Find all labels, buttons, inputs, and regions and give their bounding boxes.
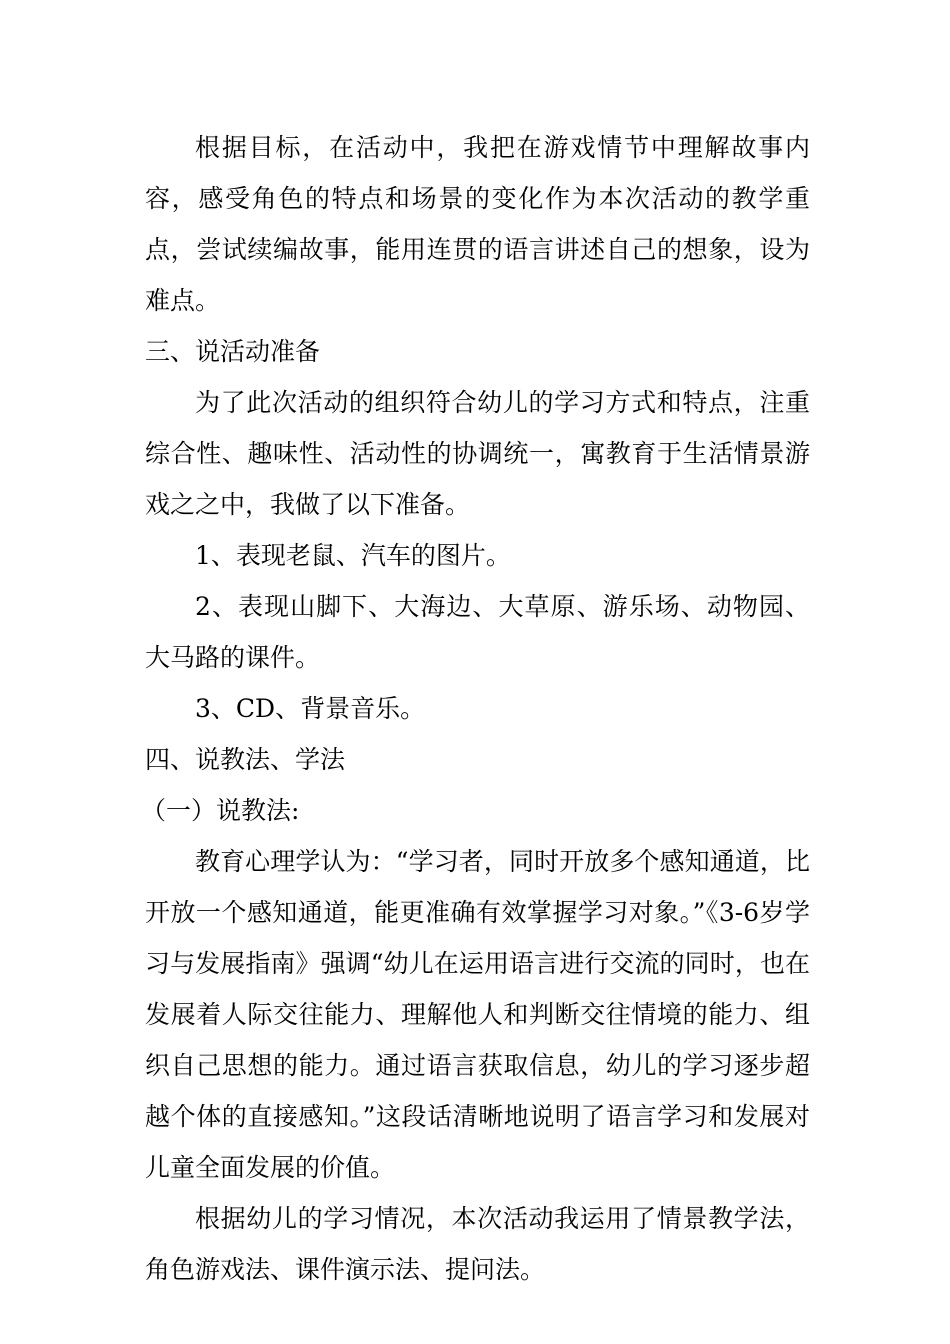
paragraph-methods-used: 根据幼儿的学习情况，本次活动我运用了情景教学法，角色游戏法、课件演示法、提问法。 (145, 1204, 810, 1284)
section-heading-activity-preparation: 三、说活动准备 (145, 337, 321, 366)
paragraph-teaching-focus: 根据目标，在活动中，我把在游戏情节中理解故事内容，感受角色的特点和场景的变化作为本次活动的教学重点，尝试续编故事，能用连贯的语言讲述自己的想象，设为难点。 (145, 133, 810, 315)
list-item-music: 3、CD、背景音乐。 (195, 694, 426, 723)
paragraph-preparation-intro: 为了此次活动的组织符合幼儿的学习方式和特点，注重综合性、趣味性、活动性的协调统一，寓教育于生活情景游戏之之中，我做了以下准备。 (145, 388, 810, 519)
subsection-heading-teaching-method: （一）说教法: (141, 796, 300, 825)
list-item-pictures: 1、表现老鼠、汽车的图片。 (195, 541, 511, 570)
section-heading-teaching-methods: 四、说教法、学法 (145, 745, 346, 774)
list-item-courseware: 2、表现山脚下、大海边、大草原、游乐场、动物园、大马路的课件。 (145, 592, 810, 672)
paragraph-psychology-quote: 教育心理学认为：“学习者，同时开放多个感知通道，比开放一个感知通道，能更准确有效掌握学习对象。”《3-6岁学习与发展指南》强调“幼儿在运用语言进行交流的同时，也在发展着人际交往能力、理解他人和判断交往情境的能力、组织自己思想的能力。通过语言获取信息，幼儿的学习逐步超越个体的直接感知。”这段话清晰地说明了语言学习和发展对儿童全面发展的价值。 (145, 847, 810, 1182)
document-body (141, 122, 810, 1295)
